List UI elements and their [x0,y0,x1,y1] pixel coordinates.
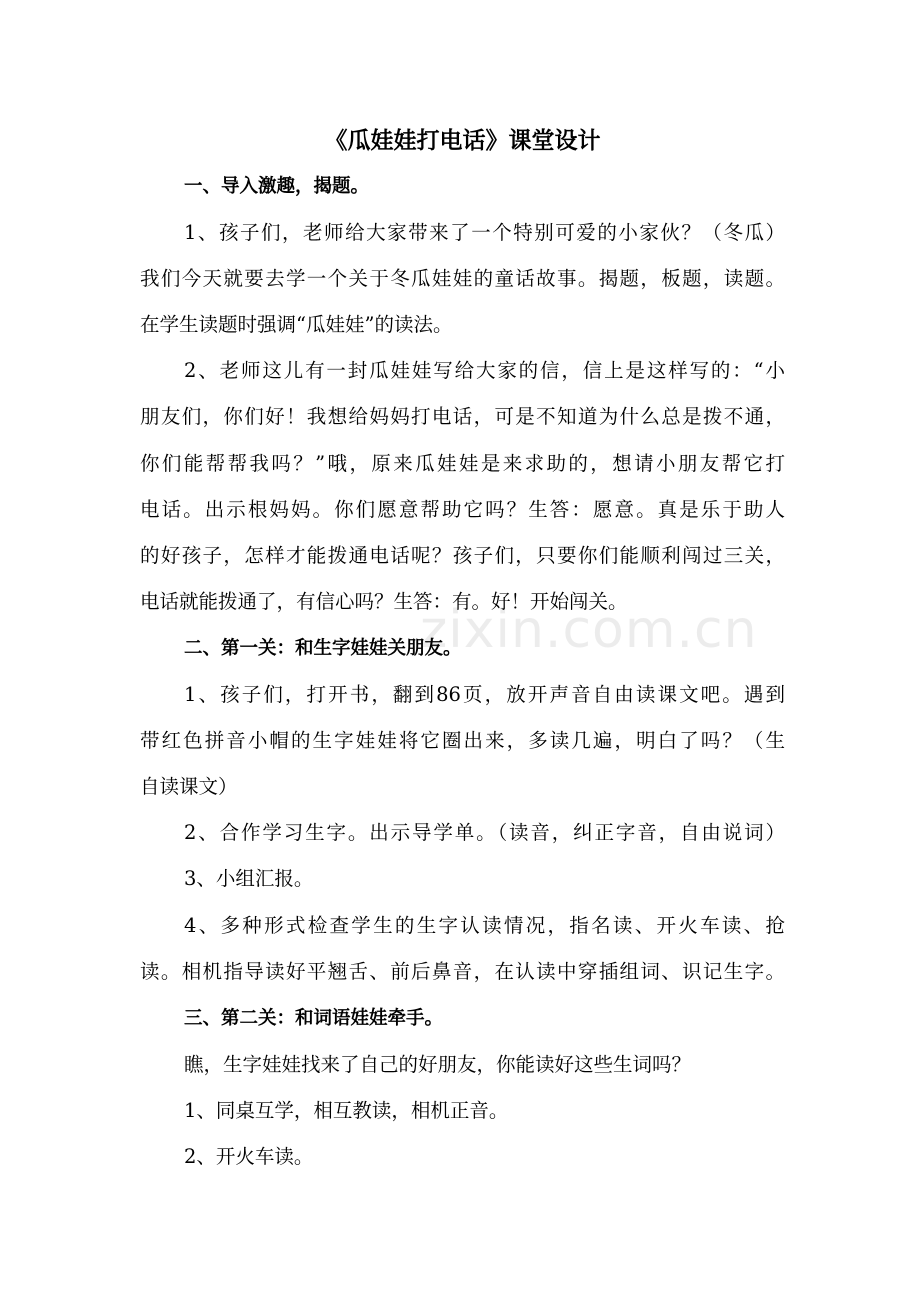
paragraph-line: 瞧，生字娃娃找来了自己的好朋友，你能读好这些生词吗？ [184,1053,692,1076]
heading-intro: 一、导入激趣，揭题。 [184,176,370,197]
paragraph-line: 1、孩子们，打开书，翻到86页，放开声音自由读课文吧。遇到 [184,683,785,706]
paragraph-line: 我们今天就要去学一个关于冬瓜娃娃的童话故事。揭题，板题，读题。 [140,267,785,290]
paragraph-line: 2、合作学习生字。出示导学单。（读音，纠正字音，自由说词） [184,821,785,844]
paragraph-line: 带红色拼音小帽的生字娃娃将它圈出来，多读几遍，明白了吗？（生 [140,729,785,752]
paragraph-line: 2、开火车读。 [184,1145,314,1168]
paragraph-line: 自读课文） [140,775,238,798]
paragraph-line: 电话就能拨通了，有信心吗？生答：有。好！开始闯关。 [140,590,628,613]
paragraph-line: 1、同桌互学，相互教读，相机正音。 [184,1099,509,1122]
paragraph-line: 1、孩子们，老师给大家带来了一个特别可爱的小家伙？（冬瓜） [184,221,785,244]
heading-level-2: 三、第二关：和词语娃娃牵手。 [184,1008,444,1029]
paragraph-line: 读。相机指导读好平翘舌、前后鼻音，在认读中穿插组词、识记生字。 [140,960,785,983]
paragraph-line: 电话。出示根妈妈。你们愿意帮助它吗？生答：愿意。真是乐于助人 [140,498,785,521]
heading-level-1: 二、第一关：和生字娃娃关朋友。 [184,638,462,659]
paragraph-line: 3、小组汇报。 [184,867,314,890]
paragraph-line: 2、老师这儿有一封瓜娃娃写给大家的信，信上是这样写的：“小 [184,359,785,382]
document-title: 《瓜娃娃打电话》课堂设计 [324,128,601,154]
paragraph-line: 的好孩子，怎样才能拨通电话呢？孩子们，只要你们能顺利闯过三关， [140,544,785,567]
paragraph-line: 你们能帮帮我吗？”哦，原来瓜娃娃是来求助的，想请小朋友帮它打 [140,452,785,475]
paragraph-line: 4、多种形式检查学生的生字认读情况，指名读、开火车读、抢 [184,914,785,937]
paragraph-line: 在学生读题时强调“瓜娃娃”的读法。 [140,313,453,336]
paragraph-line: 朋友们，你们好！我想给妈妈打电话，可是不知道为什么总是拨不通， [140,405,785,428]
watermark: zixin.com.cn [420,600,758,660]
